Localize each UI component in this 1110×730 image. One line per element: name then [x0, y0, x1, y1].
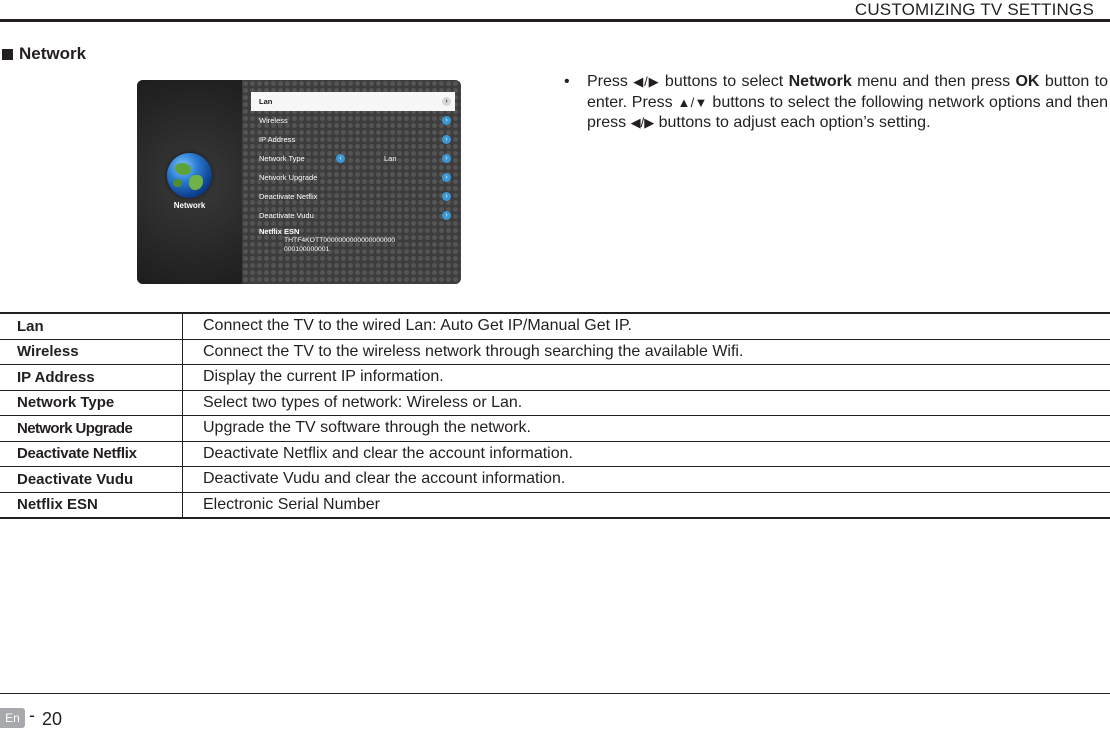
chevron-right-icon: ›	[442, 211, 451, 220]
table-row	[0, 390, 1110, 416]
up-down-arrows-icon: ▲/▼	[677, 94, 708, 110]
chevron-right-icon: ›	[442, 135, 451, 144]
tv-left-label: Network	[173, 201, 206, 210]
instr-text-2: buttons to select	[659, 73, 789, 90]
table-row	[0, 339, 1110, 365]
tv-menu-item-label: IP Address	[259, 135, 296, 144]
instr-text-1: Press	[587, 73, 634, 90]
esn-value-line1: THTF4KOTT0000000000000000000	[284, 237, 396, 244]
option-description: Deactivate Netflix and clear the account information.	[183, 441, 1110, 467]
instr-text-8: buttons to adjust each option’s setting.	[654, 114, 931, 131]
tv-menu-item-network-upgrade[interactable]	[251, 168, 455, 187]
option-name: Network Upgrade	[0, 416, 183, 442]
tv-menu-item-label: Deactivate Netflix	[259, 192, 318, 201]
instr-text-6: button to enter. Press	[587, 73, 1109, 111]
option-name: Deactivate Vudu	[0, 467, 183, 493]
option-name: Deactivate Netflix	[0, 441, 183, 467]
instr-text-7: buttons to select the following network options and then press	[587, 93, 1108, 131]
table-row	[0, 492, 1110, 518]
tv-menu-item-label: Network Type	[259, 154, 305, 163]
option-description: Connect the TV to the wireless network through searching the available Wifi.	[183, 339, 1110, 365]
tv-menu-item-deactivate-vudu[interactable]	[251, 206, 455, 225]
instructions	[564, 72, 1108, 134]
left-right-arrows-icon: ◀/▶	[633, 74, 660, 89]
tv-menu-item-lan[interactable]	[251, 92, 455, 111]
globe-icon	[167, 153, 212, 198]
chevron-right-icon: ›	[442, 97, 451, 106]
option-description: Display the current IP information.	[183, 365, 1110, 391]
tv-menu-list	[251, 92, 455, 225]
instr-ok-bold: OK	[1015, 73, 1040, 90]
esn-value-line2: 000100000001	[284, 246, 330, 253]
page-number: 20	[42, 709, 63, 729]
section-title: Network	[19, 44, 87, 63]
page-header-title: CUSTOMIZING TV SETTINGS	[854, 0, 1094, 19]
tv-menu-item-network-type[interactable]	[251, 149, 455, 168]
section-square-icon	[2, 49, 13, 60]
chevron-right-icon: ›	[442, 192, 451, 201]
option-description: Upgrade the TV software through the network.	[183, 416, 1110, 442]
chevron-left-icon[interactable]: ‹	[336, 154, 345, 163]
option-description: Connect the TV to the wired Lan: Auto Get IP/Manual Get IP.	[183, 313, 1110, 339]
tv-menu-item-label: Network Upgrade	[259, 173, 318, 182]
option-description: Electronic Serial Number	[183, 492, 1110, 518]
tv-menu-item-label: Wireless	[259, 116, 288, 125]
footer-rule	[0, 693, 1110, 694]
table-row	[0, 365, 1110, 391]
language-badge: En	[0, 708, 25, 728]
instr-text-4: menu and then press	[851, 73, 1016, 90]
header-rule	[0, 19, 1110, 22]
esn-label: Netflix ESN	[259, 227, 300, 236]
footer-dash: -	[29, 705, 35, 725]
tv-menu-item-ip-address[interactable]	[251, 130, 455, 149]
instruction-text	[587, 72, 1108, 134]
tv-menu-screenshot	[137, 80, 461, 284]
option-name: Wireless	[0, 339, 183, 365]
tv-menu-item-label: Deactivate Vudu	[259, 211, 314, 220]
option-description: Select two types of network: Wireless or Lan.	[183, 390, 1110, 416]
tv-menu-item-label: Lan	[259, 97, 273, 106]
chevron-right-icon[interactable]: ›	[442, 154, 451, 163]
option-name: Lan	[0, 313, 183, 339]
chevron-right-icon: ›	[442, 173, 451, 182]
tv-menu-item-deactivate-netflix[interactable]	[251, 187, 455, 206]
tv-left-panel	[137, 80, 242, 284]
section-heading	[2, 44, 86, 64]
bullet: •	[564, 73, 570, 90]
table-row	[0, 467, 1110, 493]
option-name: Netflix ESN	[0, 492, 183, 518]
table-row	[0, 313, 1110, 339]
tv-netflix-esn	[259, 227, 395, 254]
table-row	[0, 416, 1110, 442]
table-row	[0, 441, 1110, 467]
chevron-right-icon: ›	[442, 116, 451, 125]
tv-menu-item-wireless[interactable]	[251, 111, 455, 130]
instr-network-bold: Network	[788, 73, 852, 90]
option-description: Deactivate Vudu and clear the account information.	[183, 467, 1110, 493]
left-right-arrows-icon: ◀/▶	[630, 115, 655, 130]
tv-menu-item-value: Lan	[384, 154, 397, 163]
option-name: Network Type	[0, 390, 183, 416]
option-name: IP Address	[0, 365, 183, 391]
network-options-table	[0, 312, 1110, 519]
